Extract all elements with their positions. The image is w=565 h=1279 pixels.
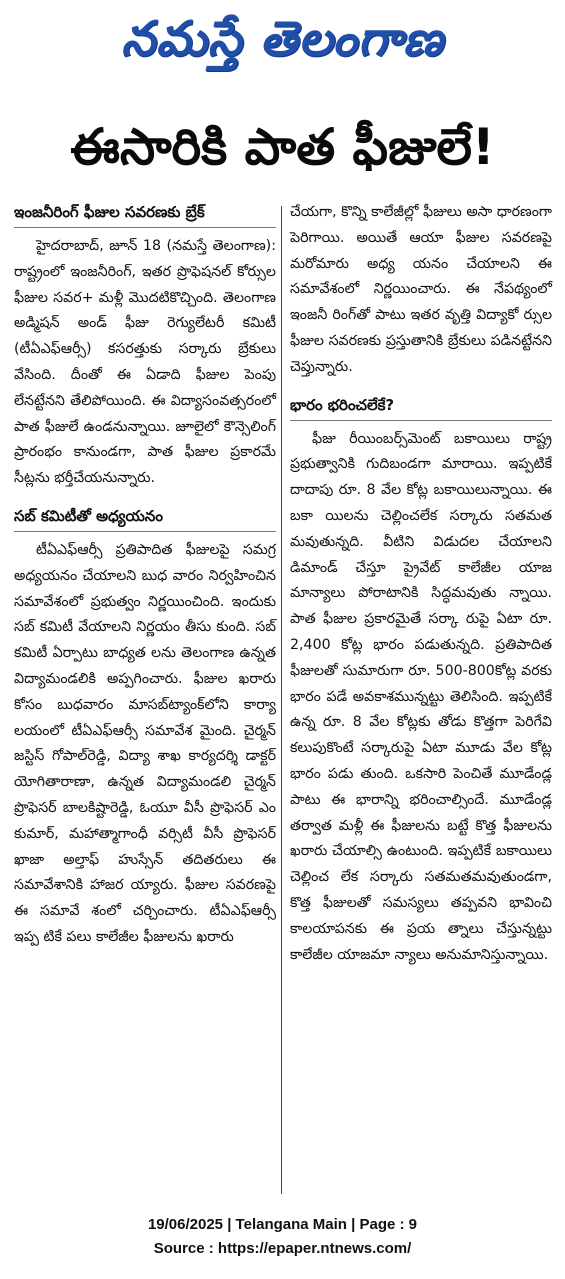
article-paragraph: చేయగా, కొన్ని కాలేజీల్లో ఫీజులు అసా ధారణంగా పెరిగాయి. అయితే ఆయా ఫీజుల సవరణపై మరోమారు అధ్య యనం చేయాలని ఈ సమావేశంలో నిర్ణయించారు. ఈ నేపథ్యంలో ఇంజనీ రింగ్‌తో పాటు ఇతర వృత్తి విద్యాకో ర్సుల ఫీజుల సవరణకు ప్రస్తుతానికి బ్రేకులు పడినట్టేనని చెప్తున్నారు. (290, 204, 552, 375)
subhead-fee-revision-break: ఇంజనీరింగ్‌ ఫీజుల సవరణకు బ్రేక్‌ (14, 200, 276, 228)
subhead-sub-committee: సబ్‌ కమిటీతో అధ్యయనం (14, 504, 276, 532)
article-paragraph: హైదరాబాద్‌, జూన్‌ 18 (నమస్తే తెలంగాణ): రాష్ట్రంలో ఇంజనీరింగ్‌, ఇతర ప్రొఫెషనల్‌ కోర్సుల ఫీజుల సవర+ మళ్లీ మొదటికొచ్చింది. తెలంగాణ అడ్మిషన్‌ అండ్‌ ఫీజు రెగ్యులేటరీ కమిటీ (టీఏఎఫ్‌ఆర్సీ) కసరత్తుకు సర్కారు బ్రేకులు వేసింది. దీంతో ఈ ఏడాది ఫీజుల పెంపు లేనట్టేనని తేలిపోయింది. ఈ విద్యాసంవత్సరంలో పాత ఫీజులే ఉండనున్నాయి. జూలైలో కౌన్సెలింగ్‌ ప్రారంభం కానుండగా, పాత ఫీజుల ప్రకారమే సీట్లను భర్తీచేయనున్నారు. (14, 238, 276, 487)
headline: ఈసారికి పాత ఫీజులే! (70, 118, 495, 176)
footer-source: Source : https://epaper.ntnews.com/ (153, 1240, 412, 1257)
left-column (14, 200, 276, 951)
article-paragraph: ఫీజు రీయింబర్స్‌మెంట్‌ బకాయిలు రాష్ట్ర ప్రభుత్వానికి గుదిబండగా మారాయి. ఇప్పటికే దాదాపు రూ. 8 వేల కోట్ల బకాయిలున్నాయి. ఈ బకా యిలను చెల్లించలేక సర్కారు సతమత మవుతున్నది. వీటిని విడుదల చేయాలని డిమాండ్‌ చేస్తూ ప్రైవేట్‌ కాలేజీల యాజ మాన్యాలు పోరాటానికి సిద్ధమవుతు న్నాయి. పాత ఫీజుల ప్రకారమైతే సర్కా రుపై ఏటా రూ. 2,400 కోట్ల భారం పడుతున్నది. ప్రతిపాదిత ఫీజులతో సుమారుగా రూ. 500-800కోట్ల వరకు భారం పడే అవకాశమున్నట్టు తెలిసింది. ఇప్పటికే ఉన్న రూ. 8 వేల కోట్లకు తోడు కొత్తగా పెరిగేవి కలుపుకొంటే సర్కారుపై ఏటా మూడు వేల కోట్ల భారం పడు తుంది. ఒకసారి పెంచితే మూడేండ్ల పాటు ఈ భారాన్ని భరించాల్సిందే. మూడేండ్ల తర్వాత మళ్లీ ఈ ఫీజులను బట్టే కొత్త ఫీజులను ఖరారు చేయాల్సి ఉంటుంది. ఇప్పటికే బకాయిలు చెల్లించ లేక సర్కారు సతమతమవుతుండగా, కొత్త ఫీజులతో సమస్యలు తప్పవని భావించి కాలయాపనకు ఈ ప్రయ త్నాలు చేస్తున్నట్టు కాలేజీల యాజమా న్యాలు అనుమానిస్తున్నాయి. (290, 430, 552, 963)
subhead-burden: భారం భరించలేకే? (290, 393, 552, 421)
masthead: నమస్తే తెలంగాణ (121, 11, 444, 67)
article-paragraph: టీఏఎఫ్‌ఆర్సీ ప్రతిపాదిత ఫీజులపై సమగ్ర అధ్యయనం చేయాలని బుధ వారం నిర్వహించిన సమావేశంలో ప్రభుత్వం నిర్ణయించింది. ఇందుకు సబ్‌ కమిటీ వేయాలని నిర్ణయం తీసు కుంది. సబ్‌ కమిటీ ఏర్పాటు బాధ్యత లను తెలంగాణ ఉన్నత విద్యామండలికి అప్పగించారు. ఫీజుల ఖరారు కోసం బుధవారం మాసబ్‌ట్యాంక్‌లోని కార్యా లయంలో టీఏఎఫ్‌ఆర్సీ సమావేశ మైంది. చైర్మన్‌ జస్టిస్‌ గోపాల్‌రెడ్డి, విద్యా శాఖ కార్యదర్శి డాక్టర్‌ యోగితారాణా, ఉన్నత విద్యామండలి చైర్మన్‌ ప్రొఫెసర్‌ బాలకిష్టారెడ్డి, ఓయూ వీసీ ప్రొఫెసర్‌ ఎం కుమార్‌, మహాత్మాగాంధీ వర్సిటీ వీసీ ప్రొఫెసర్‌ ఖాజా అల్తాఫ్‌ హుస్సేన్‌ తదితరులు ఈ సమావేశానికి హాజర య్యారు. ఫీజుల సవరణపై ఈ సమావే శంలో చర్చించారు. టీఏఎఫ్‌ఆర్సీ ఇప్ప టికే పలు కాలేజీల ఫీజులను ఖరారు (14, 541, 276, 945)
footer-date-page: 19/06/2025 | Telangana Main | Page : 9 (147, 1216, 418, 1233)
column-divider (281, 206, 282, 1194)
right-column (290, 200, 552, 968)
